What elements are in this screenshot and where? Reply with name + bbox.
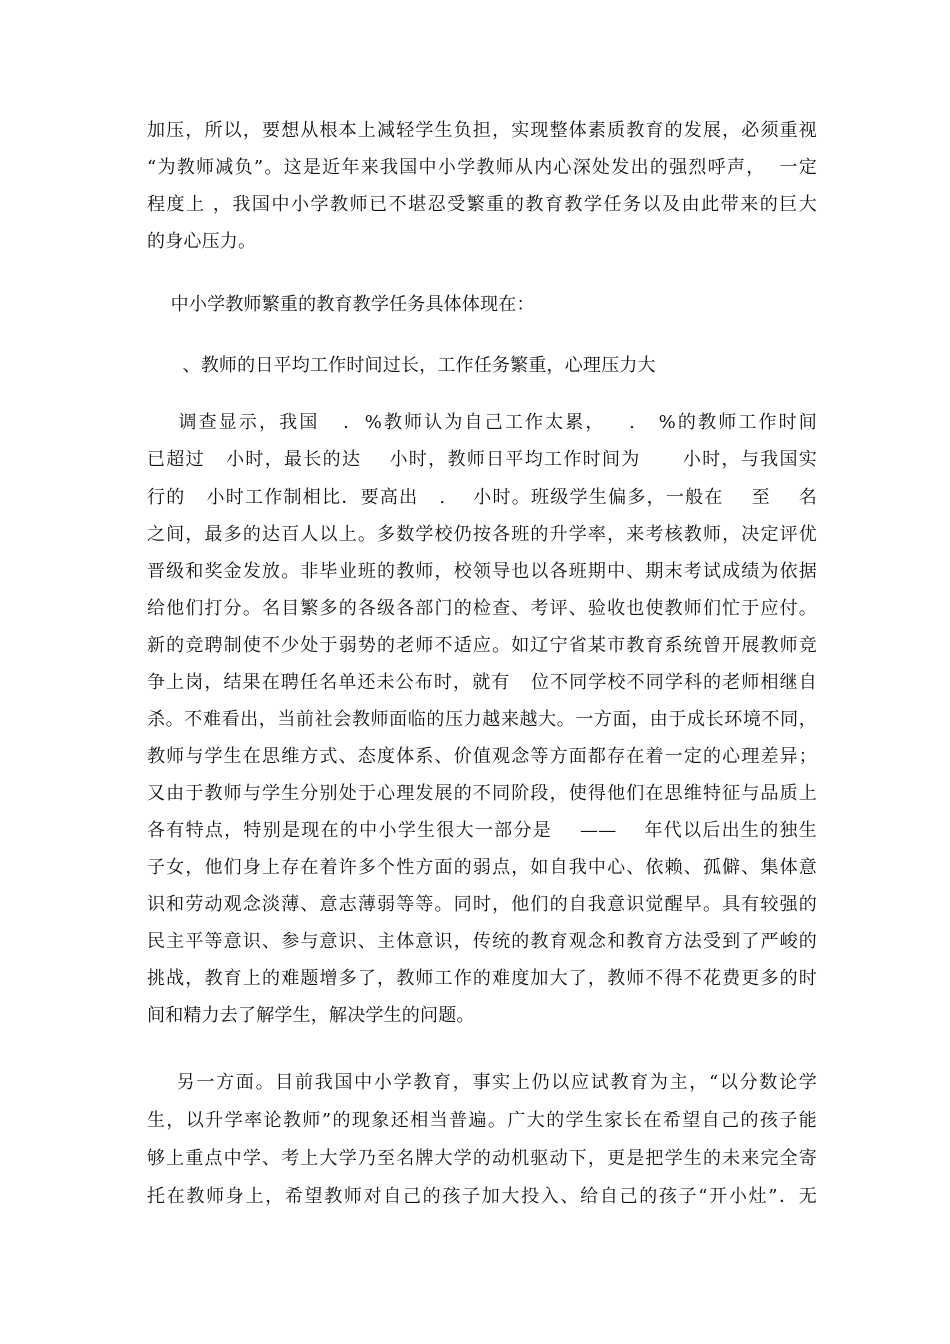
text-line: 托在教师身上，希望教师对自己的孩子加大投入、给自己的孩子“开小灶”．无: [147, 1186, 817, 1207]
text-line: 行的 小时工作制相比．要高出 . 小时。班级学生偏多，一般在 至 名: [147, 487, 817, 508]
text-line: 的身心压力。: [147, 231, 257, 252]
text-line: 之间，最多的达百人以上。多数学校仍按各班的升学率，来考核教师，决定评优: [147, 524, 817, 545]
text-line: 间和精力去了解学生，解决学生的问题。: [147, 1005, 475, 1026]
text-line: 挑战，教育上的难题增多了，教师工作的难度加大了，教师不得不花费更多的时: [147, 968, 817, 989]
text-line: 中小学教师繁重的教育教学任务具体体现在：: [147, 294, 535, 315]
text-line: “为教师减负”。这是近年来我国中小学教师从内心深处发出的强烈呼声， 一定: [147, 157, 817, 178]
text-line: 民主平等意识、参与意识、主体意识，传统的教育观念和教育方法受到了严峻的: [147, 931, 817, 952]
text-line: 杀。不难看出，当前社会教师面临的压力越来越大。一方面，由于成长环境不同，: [147, 709, 817, 730]
text-line: 教师与学生在思维方式、态度体系、价值观念等方面都存在着一定的心理差异；: [147, 746, 817, 767]
text-line: 识和劳动观念淡薄、意志薄弱等等。同时，他们的自我意识觉醒早。具有较强的: [147, 894, 817, 915]
section-heading: 、教师的日平均工作时间过长，工作任务繁重，心理压力大: [147, 355, 656, 376]
text-line: 子女，他们身上存在着许多个性方面的弱点，如自我中心、依赖、孤僻、集体意: [147, 857, 817, 878]
text-line: 调查显示，我国 . %教师认为自己工作太累， . %的教师工作时间: [147, 412, 817, 433]
text-line: 各有特点，特别是现在的中小学生很大一部分是 —— 年代以后出生的独生: [147, 820, 817, 841]
text-line: 争上岗，结果在聘任名单还未公布时，就有 位不同学校不同学科的老师相继自: [147, 672, 817, 693]
text-line: 晋级和奖金发放。非毕业班的教师，校领导也以各班期中、期末考试成绩为依据: [147, 561, 817, 582]
text-line: 另一方面。目前我国中小学教育，事实上仍以应试教育为主，“以分数论学: [147, 1072, 817, 1093]
text-line: 够上重点中学、考上大学乃至名牌大学的动机驱动下，更是把学生的未来完全寄: [147, 1148, 817, 1169]
text-line: 又由于教师与学生分别处于心理发展的不同阶段，使得他们在思维特征与品质上: [147, 783, 817, 804]
text-line: 生，以升学率论教师”的现象还相当普遍。广大的学生家长在希望自己的孩子能: [147, 1110, 817, 1131]
text-line: 已超过 小时，最长的达 小时，教师日平均工作时间为 小时，与我国实: [147, 449, 817, 470]
text-line: 给他们打分。名目繁多的各级各部门的检查、考评、验收也使教师们忙于应付。: [147, 598, 817, 619]
text-line: 新的竞聘制使不少处于弱势的老师不适应。如辽宁省某市教育系统曾开展教师竞: [147, 635, 817, 656]
text-line: 程度上 ，我国中小学教师已不堪忍受繁重的教育教学任务以及由此带来的巨大: [147, 194, 817, 215]
text-line: 加压，所以，要想从根本上减轻学生负担，实现整体素质教育的发展，必须重视: [147, 120, 817, 141]
